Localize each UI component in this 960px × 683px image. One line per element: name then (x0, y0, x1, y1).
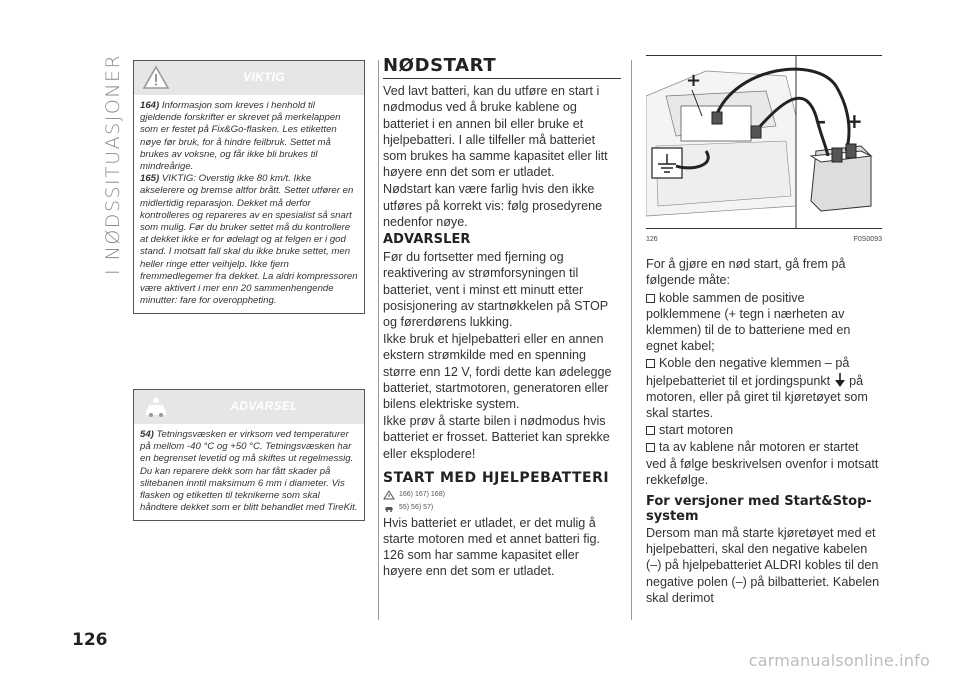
minus-label-right: – (816, 109, 826, 133)
viktig-item (140, 100, 358, 173)
item-number: 165) (140, 173, 160, 185)
subsection-heading: START MED HJELPEBATTERI (383, 469, 610, 486)
environment-car-icon (383, 503, 395, 513)
caution-references: 55) 56) 57) (399, 503, 434, 511)
item-text: Tetningsvæsken er virksom ved temperaturer på mellom -40 °C og +50 °C. Tetningsvæsken har en begrenset levetid og må skiftes ut regelmessig. Du kan reparere dekk som har fått skader på slitebanen inntil maksimum 6 mm i diameter. Vis flasken og etiketten til teknikerne som skal håndtere dekket som er blitt behandlet med TireKit. (140, 429, 358, 514)
column-divider (378, 60, 379, 620)
advarsel-box (133, 389, 365, 521)
figure-caption (646, 232, 882, 248)
subheading-advarsler: ADVARSLER (383, 232, 471, 248)
item-text: Informasjon som kreves i henhold til gjeldende forskrifter er skrevet på merkelappen som er festet på Fix&Go-flasken. Les etiketten nøye før bruk, for å hindre feilbruk. Settet må brukes av voksne, og får ikke bli brukes til mindreårige. (140, 100, 341, 173)
column-divider (631, 60, 632, 620)
watermark-footer: carmanualsonline.info (748, 651, 930, 670)
viktig-title: VIKTIG (243, 70, 285, 84)
middle-column (383, 55, 621, 581)
reference-line-caution (383, 502, 621, 514)
viktig-box-header (134, 61, 364, 95)
item-text: VIKTIG: Overstig ikke 80 km/t. Ikke akselerere og bremse altfor brått. Settet utfører en midlertidig reparasjon. Dekket må derfor kontrolleres og repareres av en spesialist så snart som mulig. Før du bruker settet må du kontrollere at dekket ikke er for ødelagt og at felgen er i god stand. I motsatt fall skal du ikke bruke settet, men heller ringe etter veihjelp. Ikke fjern fremmedlegemer fra dekket. La aldri kompressoren være aktivert i mer enn 20 sammenhengende minutter: fare for overoppheting. (140, 173, 358, 307)
bullet-item (646, 290, 882, 355)
bullet-box-icon (646, 294, 655, 303)
bullet-item (646, 422, 882, 438)
paragraph: Ved lavt batteri, kan du utføre en start i nødmodus ved å bruke kablene og batteriet i en annen bil eller bruke et hjelpebatteri. I alle tilfeller må batteriet som brukes ha samme kapasitet eller litt høyere enn det som er utladet. (383, 84, 608, 180)
item-number: 54) (140, 429, 154, 440)
jump-start-figure (646, 55, 882, 229)
warning-references: 166) 167) 168) (399, 490, 445, 498)
bullet-item (646, 439, 882, 488)
jump-start-illustration (646, 56, 882, 228)
bullet-text: koble sammen de positive polklemmene (+ tegn i nærheten av klemmen) til de to batteriene med en egnet kabel; (646, 290, 851, 354)
paragraph: Dersom man må starte kjøretøyet med et hjelpebatteri, skal den negative kabelen (–) på hjelpebatteriet ALDRI kobles til den negative polen (–) på bilbatteriet. Kabelen skal derimot (646, 526, 880, 605)
advarsel-body (134, 424, 364, 520)
chapter-title: I NØDSSITUASJONER (102, 53, 124, 275)
right-column (646, 55, 882, 607)
advarsel-title: ADVARSEL (230, 399, 298, 413)
viktig-item (140, 173, 358, 307)
item-number: 164) (140, 100, 160, 111)
plus-label-right: + (846, 109, 863, 133)
viktig-body (134, 95, 364, 313)
paragraph: Ikke prøv å starte bilen i nødmodus hvis batteriet er frosset. Batteriet kan sprekke eller eksplodere! (383, 414, 610, 461)
paragraph: For å gjøre en nød start, gå frem på følgende måte: (646, 257, 846, 288)
figure-number: 126 (646, 236, 658, 243)
bullet-text: Koble den negative klemmen – på hjelpebatteriet til et jordingspunkt (646, 356, 850, 388)
bullet-box-icon (646, 426, 655, 435)
paragraph: Ikke bruk et hjelpebatteri eller en annen ekstern strømkilde med en spenning større enn 12 V, fordi dette kan ødelegge batteriet, startmotoren, generatoren eller bilens elektriske system. (383, 332, 612, 412)
paragraph: Før du fortsetter med fjerning og reaktivering av strømforsyningen til batteriet, vent i minst ett minutt etter posisjonering av startnøkkelen på STOP og førerdørens lukking. (383, 250, 608, 330)
viktig-box (133, 60, 365, 314)
section-heading: NØDSTART (383, 55, 621, 79)
subheading-start-stop: For versjoner med Start&Stop-system (646, 494, 872, 525)
paragraph: Nødstart kan være farlig hvis den ikke utføres på korrekt vis: følg prosedyrene nedenfor nøye. (383, 182, 603, 229)
advarsel-box-header (134, 390, 364, 424)
ground-icon (834, 372, 846, 388)
bullet-text: ta av kablene når motoren er startet ved å følge beskrivelsen ovenfor i motsatt rekkefølge. (646, 440, 879, 487)
figure-code: F0S0093 (853, 236, 882, 243)
page-number: 126 (72, 630, 108, 650)
plus-label-left: + (686, 70, 702, 91)
bullet-text: start motoren (659, 423, 734, 438)
bullet-item (646, 355, 882, 421)
bullet-box-icon (646, 443, 655, 452)
advarsel-item (140, 429, 358, 514)
bullet-text: på motoren, eller på giret til kjøretøyet som skal startes. (646, 373, 868, 421)
paragraph: Hvis batteriet er utladet, er det mulig å starte motoren med et annet batteri fig. 126 som har samme kapasitet eller høyere enn det som er utladet. (383, 515, 601, 579)
bullet-box-icon (646, 359, 655, 368)
chapter-side-tab (78, 53, 124, 275)
warning-triangle-icon (383, 490, 395, 500)
